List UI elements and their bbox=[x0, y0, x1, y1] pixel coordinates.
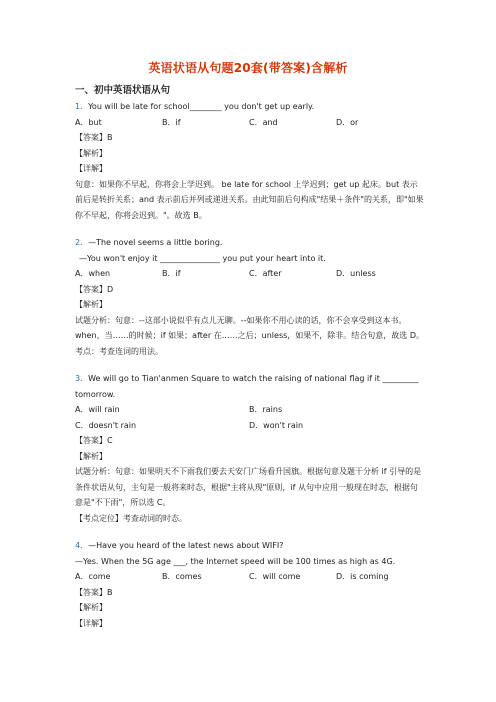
option-a: A．come bbox=[75, 572, 111, 581]
options-row bbox=[75, 266, 425, 282]
analysis-label: 【解析】 bbox=[75, 148, 107, 158]
test-point: 【考点定位】考查动词的时态。 bbox=[75, 513, 187, 523]
section-heading: 一、初中英语状语从句 bbox=[75, 85, 171, 96]
option-b: B．rains bbox=[249, 405, 283, 414]
explanation-text: 试题分析：句意：如果明天不下雨我们要去天安门广场看升国旗。根据句意及题干分析 if 引导的是条件状语从句，主句是一般将来时态，根据"主将从现"原则，if 从句中应用一般现在时态，根据句意是"不下雨"，所以选 C。 bbox=[75, 467, 422, 507]
explanation-text: 句意：如果你不早起，你将会上学迟到。 be late for school 上学迟到；get up 起床。but 表示前后是转折关系；and 表示前后并列或递进关系。由此知前后句构成"结果＋条件"的关系，即"如果你不早起，你将会迟到。"。故选 B。 bbox=[75, 179, 424, 220]
question-text: —The novel seems a little boring. bbox=[88, 238, 223, 247]
analysis-label: 【解析】 bbox=[75, 300, 107, 309]
option-b: B．if bbox=[162, 269, 181, 278]
detail-label: 【详解】 bbox=[75, 164, 107, 173]
analysis-label: 【解析】 bbox=[75, 451, 107, 461]
option-d: D．won't rain bbox=[249, 420, 304, 430]
option-c: C．and bbox=[249, 117, 278, 127]
question-3 bbox=[75, 371, 425, 526]
question-text: You will be late for school________ you don't get up early. bbox=[88, 102, 315, 111]
option-c: C．will come bbox=[249, 572, 301, 581]
option-b: B．if bbox=[162, 117, 181, 127]
question-4 bbox=[75, 538, 425, 631]
option-a: A．but bbox=[75, 117, 102, 127]
answer-label: 【答案】D bbox=[75, 284, 114, 294]
option-d: D．is coming bbox=[336, 572, 389, 581]
option-a: A．when bbox=[75, 269, 111, 278]
question-2 bbox=[75, 235, 425, 359]
option-d: D．or bbox=[336, 117, 359, 127]
option-a: A．will rain bbox=[75, 405, 120, 414]
question-1 bbox=[75, 99, 425, 223]
options-row bbox=[75, 569, 425, 585]
question-number: 4． bbox=[75, 541, 89, 550]
question-stem bbox=[75, 538, 425, 554]
options-row bbox=[75, 418, 425, 434]
document-body bbox=[75, 83, 425, 631]
question-stem-line2: —You won't enjoy it _______________ you put your heart into it. bbox=[79, 253, 326, 263]
question-stem bbox=[75, 99, 425, 115]
options-row bbox=[75, 115, 425, 131]
question-text: We will go to Tian'anmen Square to watch the raising of national flag if it _________ bbox=[88, 374, 419, 383]
detail-label: 【详解】 bbox=[75, 618, 107, 628]
options-row bbox=[75, 402, 425, 418]
question-stem bbox=[75, 371, 425, 387]
option-c: C．doesn't rain bbox=[75, 420, 137, 430]
document-title: 英语状语从句题20套(带答案)含解析 bbox=[148, 61, 348, 75]
explanation-text: 试题分析：句意：--这部小说似乎有点儿无聊。--如果你不用心读的话，你不会享受到这本书。when，当……的时候；if 如果；after 在……之后；unless，如果不，除非。结合句意，故选 D。 bbox=[75, 315, 424, 340]
question-number: 1． bbox=[75, 102, 89, 111]
answer-label: 【答案】C bbox=[75, 436, 113, 445]
answer-label: 【答案】B bbox=[75, 133, 113, 142]
question-stem-line2: —Yes. When the 5G age ___, the Internet speed will be 100 times as high as 4G. bbox=[75, 556, 396, 566]
question-stem bbox=[75, 235, 425, 251]
question-text: —Have you heard of the latest news about WIFI? bbox=[88, 541, 284, 550]
option-d: D．unless bbox=[336, 269, 376, 278]
analysis-label: 【解析】 bbox=[75, 603, 107, 612]
question-stem-line2: tomorrow. bbox=[75, 389, 116, 399]
test-point: 考点：考查连词的用法。 bbox=[75, 346, 163, 356]
answer-label: 【答案】B bbox=[75, 587, 113, 597]
question-number: 2． bbox=[75, 238, 89, 247]
option-b: B．comes bbox=[162, 572, 202, 581]
question-number: 3． bbox=[75, 374, 89, 383]
option-c: C．after bbox=[249, 269, 282, 278]
